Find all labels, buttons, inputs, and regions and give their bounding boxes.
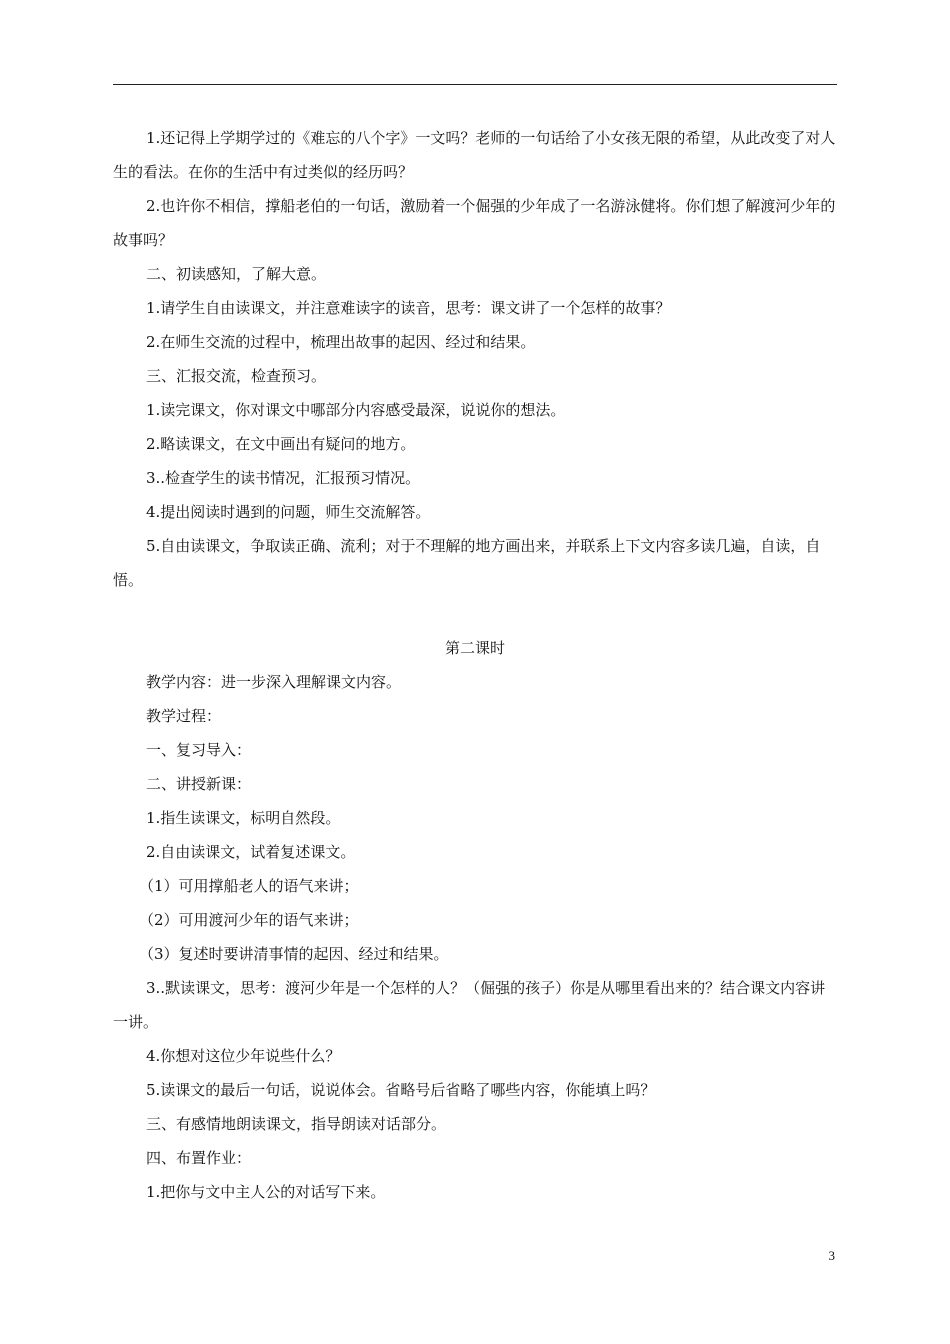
paragraph: 5.读课文的最后一句话，说说体会。省略号后省略了哪些内容，你能填上吗？ [146,1081,656,1099]
paragraph: 1.请学生自由读课文，并注意难读字的读音，思考：课文讲了一个怎样的故事？ [146,299,671,317]
paragraph: 2.自由读课文，试着复述课文。 [146,843,356,861]
section-title: 一、复习导入： [146,741,252,759]
paragraph: 5.自由读课文，争取读正确、流利；对于不理解的地方画出来，并联系上下文内容多读几遍，自读，自悟。 [113,537,821,589]
paragraph: 2.也许你不相信，撑船老伯的一句话，激励着一个倔强的少年成了一名游泳健将。你们想了解渡河少年的故事吗？ [113,197,836,249]
paragraph: 1.把你与文中主人公的对话写下来。 [146,1183,386,1201]
paragraph: 2.略读课文，在文中画出有疑问的地方。 [146,435,416,453]
header-rule [113,84,837,85]
page-number: 3 [828,1248,835,1263]
section-title: 三、有感情地朗读课文，指导朗读对话部分。 [146,1115,447,1133]
sub-item: （3）复述时要讲清事情的起因、经过和结果。 [139,945,449,963]
lesson-heading: 第二课时 [444,639,505,657]
paragraph: 教学过程： [146,707,222,725]
sub-item: （1）可用撑船老人的语气来讲； [139,877,359,895]
paragraph: 1.读完课文，你对课文中哪部分内容感受最深，说说你的想法。 [146,401,566,419]
section-title: 三、汇报交流，检查预习。 [146,367,327,385]
spacer [113,597,837,631]
paragraph: 教学内容：进一步深入理解课文内容。 [146,673,402,691]
paragraph: 4.提出阅读时遇到的问题，师生交流解答。 [146,503,431,521]
paragraph: 4.你想对这位少年说些什么？ [146,1047,341,1065]
paragraph: 2.在师生交流的过程中，梳理出故事的起因、经过和结果。 [146,333,536,351]
section-title: 二、初读感知，了解大意。 [146,265,327,283]
section-title: 二、讲授新课： [146,775,252,793]
paragraph: 1.还记得上学期学过的《难忘的八个字》一文吗？老师的一句话给了小女孩无限的希望，从此改变了对人生的看法。在你的生活中有过类似的经历吗？ [113,129,836,181]
section-title: 四、布置作业： [146,1149,252,1167]
page-body [113,121,837,1209]
paragraph: 3..默读课文，思考：渡河少年是一个怎样的人？（倔强的孩子）你是从哪里看出来的？结合课文内容讲一讲。 [113,979,826,1031]
paragraph: 1.指生读课文，标明自然段。 [146,809,341,827]
paragraph: 3..检查学生的读书情况，汇报预习情况。 [146,469,421,487]
sub-item: （2）可用渡河少年的语气来讲； [139,911,359,929]
